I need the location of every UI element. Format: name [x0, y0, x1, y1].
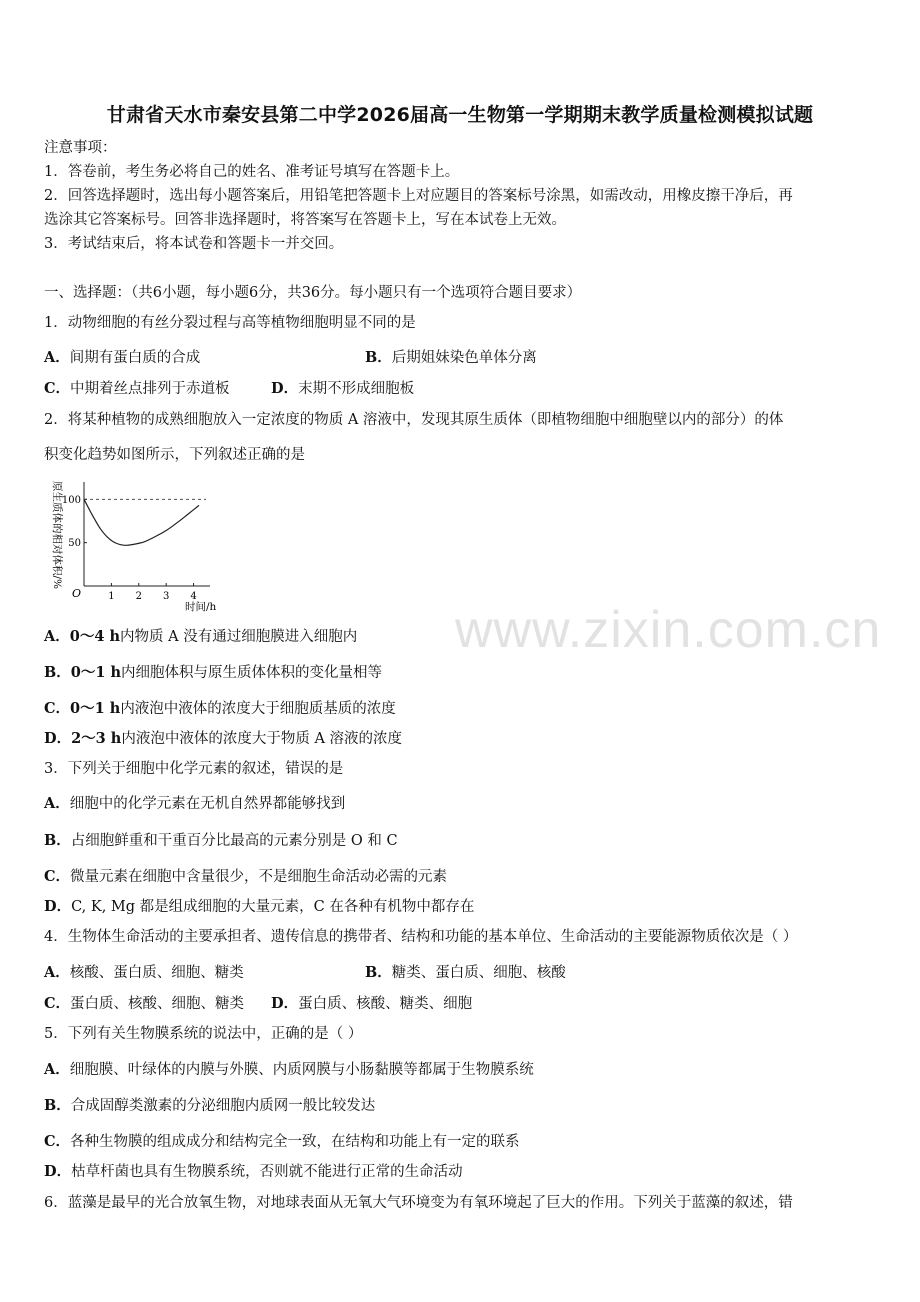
option-text: 细胞中的化学元素在无机自然界都能够找到	[69, 796, 346, 812]
series-line	[84, 499, 199, 545]
option-text: 微量元素在细胞中含量很少，不是细胞生命活动必需的元素	[70, 869, 448, 885]
notice-item: 2．回答选择题时，选出每小题答案后，用铅笔把答题卡上对应题目的答案标号涂黑，如需改动，用橡皮擦干净后，再	[44, 188, 793, 204]
question-stem-cont: 积变化趋势如图所示，下列叙述正确的是	[44, 447, 305, 463]
option-d	[271, 379, 414, 399]
notice-item: 1．答卷前，考生务必将自己的姓名、准考证号填写在答题卡上。	[44, 164, 460, 180]
option-text: 内液泡中液体的浓度大于细胞质基质的浓度	[120, 701, 396, 717]
section-heading: 一、选择题：（共6小题，每小题6分，共36分。每小题只有一个选项符合题目要求）	[44, 285, 582, 301]
option-text: 合成固醇类激素的分泌细胞内质网一般比较发达	[70, 1098, 376, 1114]
notice-heading: 注意事项：	[44, 140, 117, 156]
option-c	[44, 1132, 520, 1152]
x-tick-label: 1	[108, 591, 115, 602]
y-tick-label: 100	[61, 494, 81, 506]
option-text: 各种生物膜的组成成分和结构完全一致，在结构和功能上有一定的联系	[70, 1134, 520, 1150]
option-label: B．	[44, 1097, 71, 1114]
option-label: A．	[44, 1061, 70, 1078]
x-tick-label: 2	[135, 591, 142, 602]
exam-title: 甘肃省天水市秦安县第二中学2026届高一生物第一学期期末教学质量检测模拟试题	[106, 104, 814, 126]
option-c	[44, 699, 396, 719]
option-text: 核酸、蛋白质、细胞、糖类	[69, 965, 244, 981]
option-label: D．	[271, 380, 299, 397]
option-c	[44, 379, 230, 399]
option-b	[44, 663, 382, 683]
option-a	[44, 1060, 534, 1080]
question-stem: 2．将某种植物的成熟细胞放入一定浓度的物质 A 溶液中，发现其原生质体（即植物细胞中细胞壁以内的部分）的体	[44, 412, 784, 428]
option-text: 蛋白质、核酸、细胞、糖类	[70, 996, 245, 1012]
x-tick-label: 4	[190, 591, 197, 602]
notice-item: 3．考试结束后，将本试卷和答题卡一并交回。	[44, 236, 344, 252]
question-stem: 5．下列有关生物膜系统的说法中，正确的是（ ）	[44, 1026, 363, 1042]
option-text: 内细胞体积与原生质体体积的变化量相等	[121, 665, 383, 681]
option-label: C．	[44, 1133, 71, 1150]
option-text: C, K, Mg 都是组成细胞的大量元素，C 在各种有机物中都存在	[71, 899, 475, 915]
origin-label: O	[72, 587, 82, 600]
option-label: B．	[365, 964, 392, 981]
question-stem: 3．下列关于细胞中化学元素的叙述，错误的是	[44, 761, 344, 777]
y-tick-label: 50	[68, 538, 81, 550]
option-label: A．	[44, 795, 70, 812]
option-label: D．	[44, 898, 72, 915]
chart-ylabel: 原生质体的相对体积/%	[51, 481, 63, 590]
option-text: 内物质 A 没有通过细胞膜进入细胞内	[120, 629, 358, 645]
question-stem: 6．蓝藻是最早的光合放氧生物，对地球表面从无氧大气环境变为有氧环境起了巨大的作用。下列关于蓝藻的叙述，错	[44, 1195, 793, 1211]
option-a	[44, 794, 345, 814]
option-text: 占细胞鲜重和干重百分比最高的元素分别是 O 和 C	[70, 833, 398, 849]
option-b	[365, 963, 566, 983]
watermark: www.zixin.com.cn	[455, 601, 882, 659]
option-b	[44, 831, 398, 851]
option-text: 间期有蛋白质的合成	[69, 350, 201, 366]
question-stem: 1．动物细胞的有丝分裂过程与高等植物细胞明显不同的是	[44, 315, 416, 331]
volume-chart	[40, 478, 240, 618]
option-label: A．	[44, 349, 70, 366]
option-label: D．2～3 h	[44, 730, 122, 747]
option-text: 内液泡中液体的浓度大于物质 A 溶液的浓度	[121, 731, 403, 747]
option-label: C．	[44, 380, 71, 397]
option-text: 末期不形成细胞板	[298, 381, 415, 397]
notice-item: 选涂其它答案标号。回答非选择题时，将答案写在答题卡上，写在本试卷上无效。	[44, 212, 566, 228]
option-label: B．0～1 h	[44, 664, 122, 681]
option-b	[365, 348, 537, 368]
option-label: B．	[44, 832, 71, 849]
option-c	[44, 867, 447, 887]
chart-xlabel: 时间/h	[185, 601, 217, 613]
option-label: C．0～1 h	[44, 700, 121, 717]
option-b	[44, 1096, 375, 1116]
option-label: B．	[365, 349, 392, 366]
option-text: 细胞膜、叶绿体的内膜与外膜、内质网膜与小肠黏膜等都属于生物膜系统	[69, 1062, 534, 1078]
option-d	[44, 729, 402, 749]
x-tick-label: 3	[162, 591, 170, 602]
option-label: D．	[271, 995, 299, 1012]
option-text: 蛋白质、核酸、糖类、细胞	[298, 996, 473, 1012]
option-d	[44, 1162, 463, 1182]
question-stem: 4．生物体生命活动的主要承担者、遗传信息的携带者、结构和功能的基本单位、生命活动的主要能源物质依次是（ ）	[44, 929, 798, 945]
option-text: 中期着丝点排列于赤道板	[70, 381, 230, 397]
option-d	[44, 897, 474, 917]
option-label: C．	[44, 868, 71, 885]
option-a	[44, 963, 244, 983]
option-label: C．	[44, 995, 71, 1012]
option-a	[44, 627, 357, 647]
option-label: D．	[44, 1163, 72, 1180]
option-label: A．	[44, 964, 70, 981]
option-text: 糖类、蛋白质、细胞、核酸	[391, 965, 566, 981]
option-label: A．0～4 h	[44, 628, 121, 645]
option-a	[44, 348, 200, 368]
option-text: 后期姐妹染色单体分离	[391, 350, 537, 366]
option-text: 枯草杆菌也具有生物膜系统，否则就不能进行正常的生命活动	[71, 1164, 463, 1180]
option-c	[44, 994, 244, 1014]
option-d	[271, 994, 472, 1014]
